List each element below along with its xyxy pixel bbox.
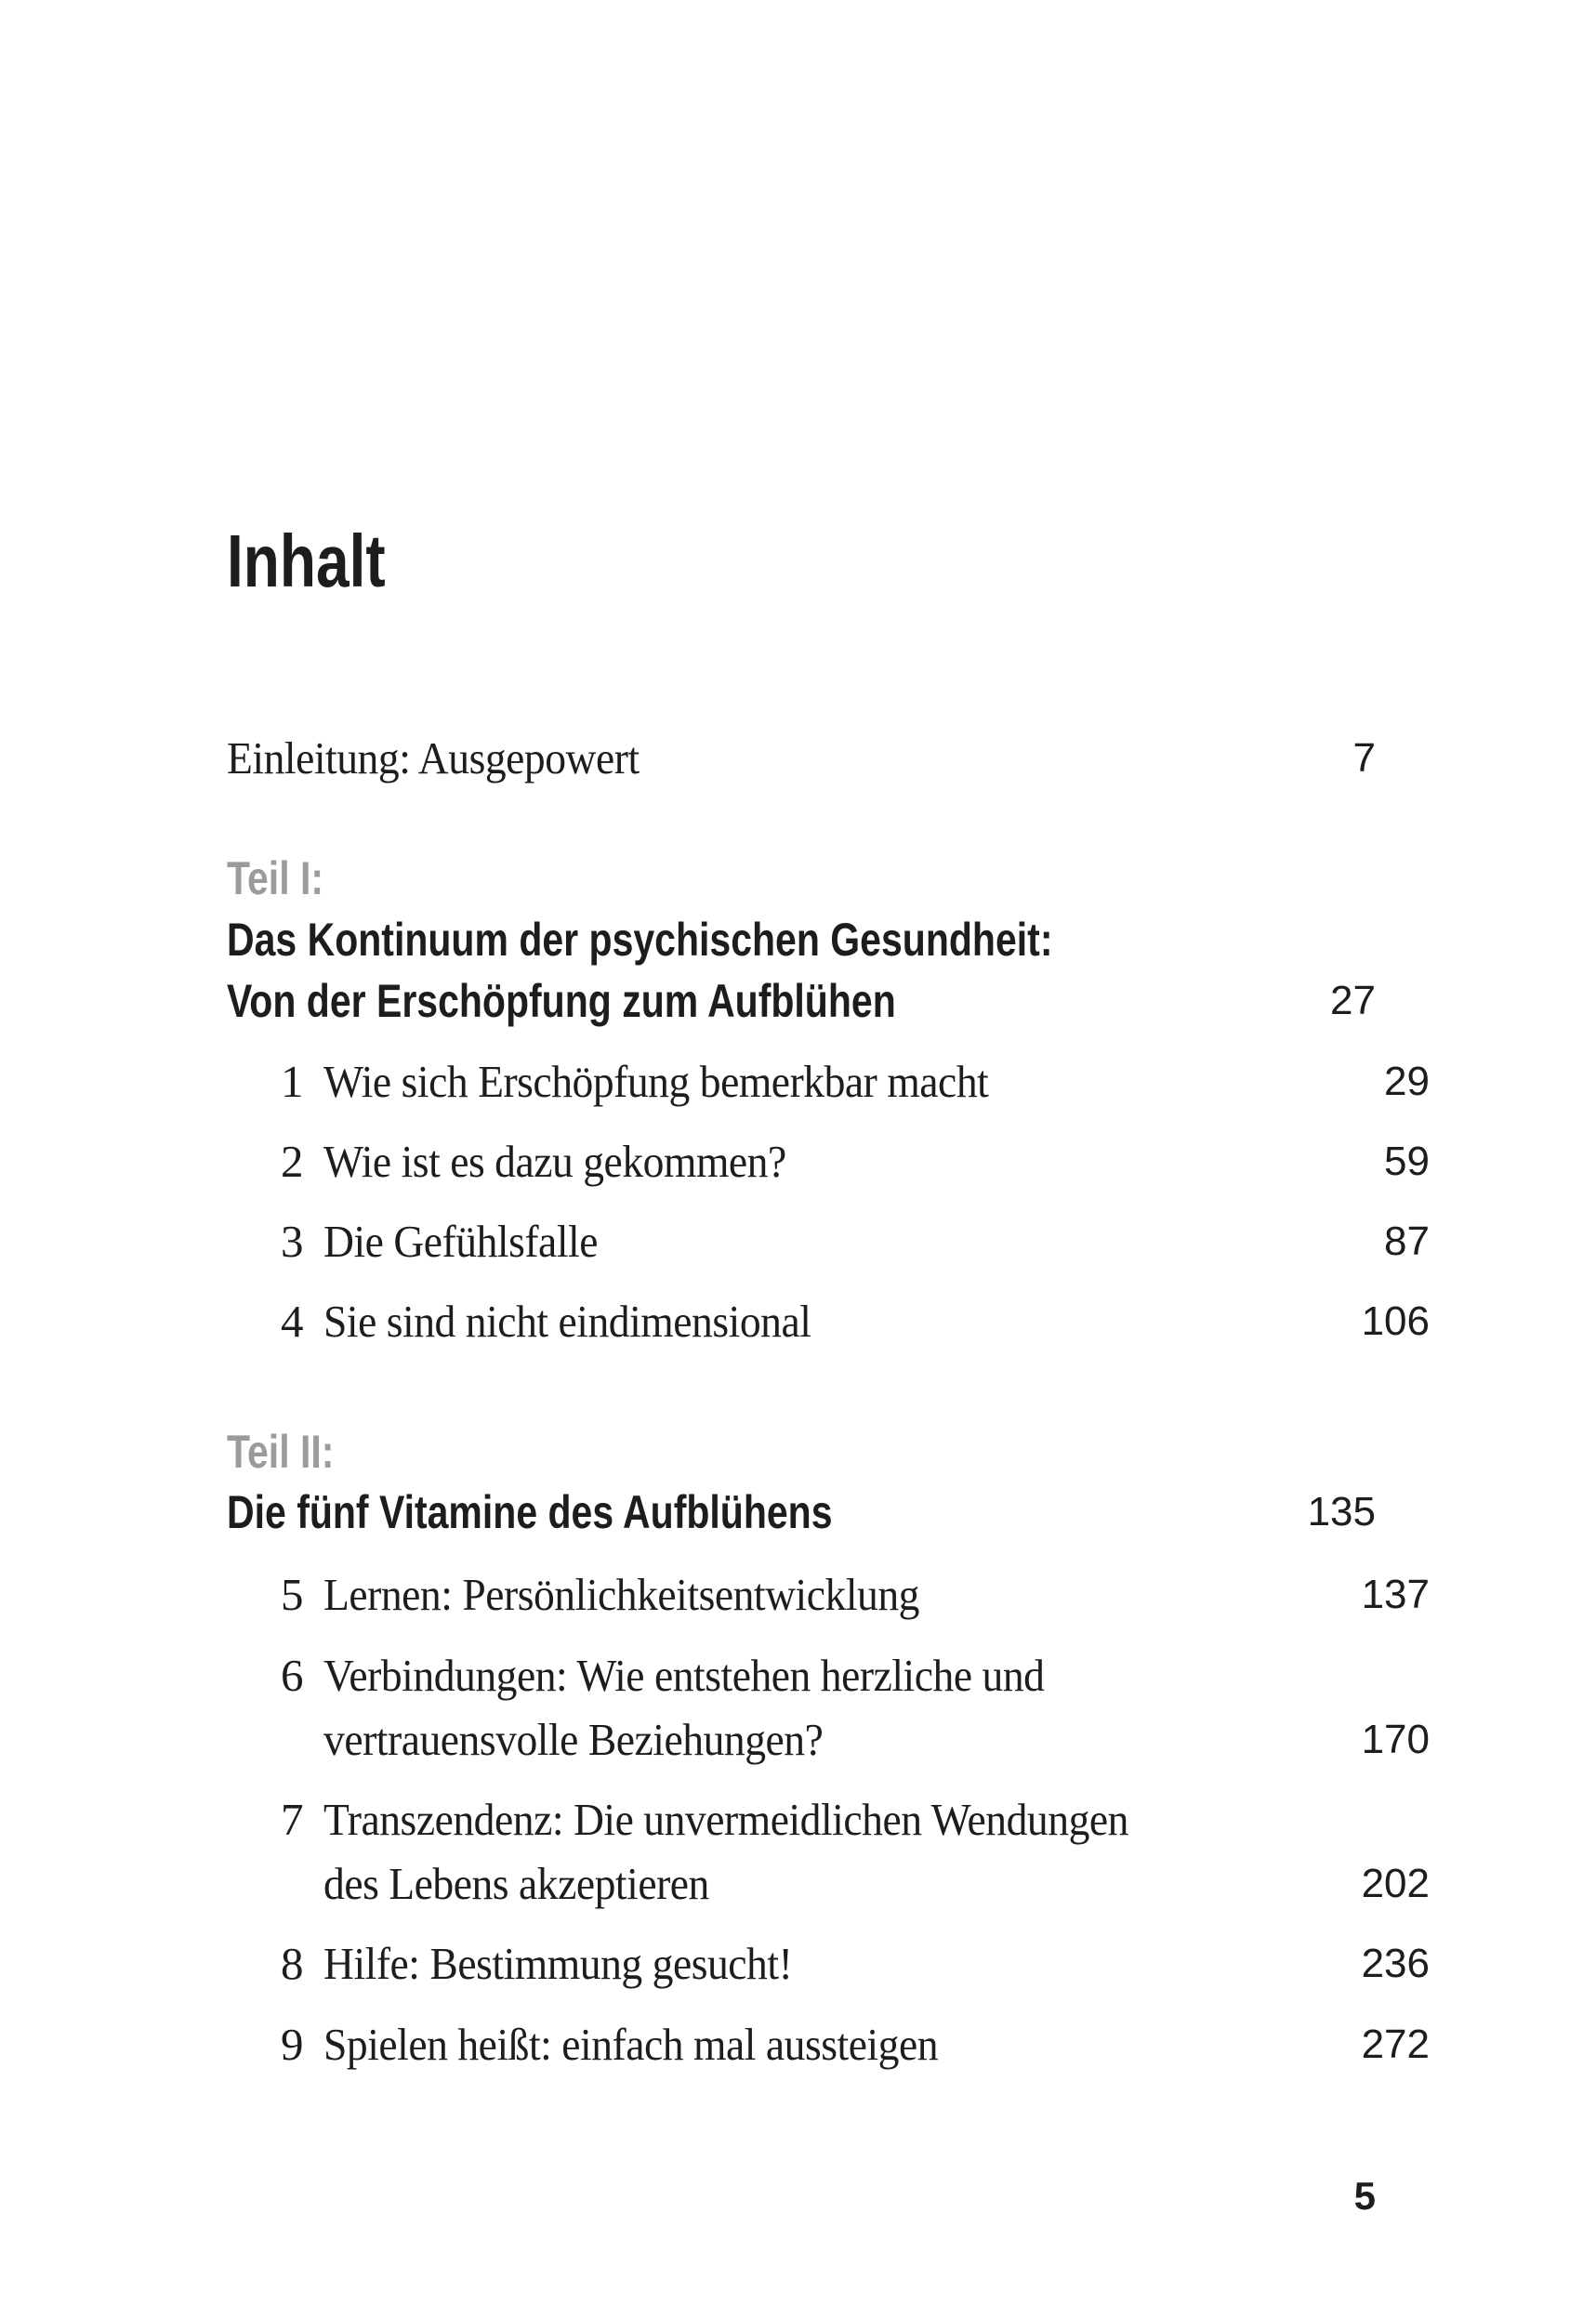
part-2-kicker-text: Teil II: [227,1426,335,1478]
chapter-title: Die Gefühlsfalle [323,1216,598,1267]
chapter-page-number: 170 [1361,1717,1430,1762]
chapter-number: 8 [281,1938,303,1989]
chapter-row-7 [227,1787,1430,1916]
chapter-page-number: 137 [1361,1572,1430,1617]
chapter-row-3 [227,1209,1430,1273]
chapter-title: Verbindungen: Wie entstehen herzliche und vertrauensvolle Beziehungen? [323,1650,1045,1765]
toc-entry-intro-label: Einleitung: Ausgepowert [227,732,640,784]
chapter-number: 2 [281,1136,303,1187]
chapter-title: Lernen: Persönlichkeitsentwicklung [323,1569,920,1620]
chapter-number: 7 [281,1794,303,1845]
part-1-title [227,909,1376,1032]
part-2-page-number: 135 [1307,1489,1376,1534]
chapter-page-number: 106 [1361,1298,1430,1344]
part-1-title-row [227,909,1376,1032]
chapter-title: Wie sich Erschöpfung bemerkbar macht [323,1056,989,1107]
chapter-row-6 [227,1643,1430,1772]
part-2-title-line-1: Die fünf Vitamine des Aufblühens [227,1486,833,1538]
chapter-title: Wie ist es dazu gekommen? [323,1136,786,1187]
chapter-row-5 [227,1562,1430,1627]
chapter-number: 5 [281,1569,303,1620]
chapter-page-number: 29 [1384,1059,1430,1104]
part-2-title [227,1482,1376,1543]
chapter-row-2 [227,1129,1430,1193]
part-1-kicker-text: Teil I: [227,852,324,904]
chapter-page-number: 59 [1384,1139,1430,1184]
chapter-title: Sie sind nicht eindimensional [323,1296,811,1347]
part-1-title-line-2: Von der Erschöpfung zum Aufblühen [227,975,896,1027]
chapter-page-number: 202 [1361,1861,1430,1906]
part-2-kicker [227,1421,1376,1482]
part-1-page-number: 27 [1330,978,1376,1023]
chapter-row-8 [227,1931,1430,1995]
chapter-row-4 [227,1289,1430,1353]
chapter-number: 4 [281,1296,303,1347]
chapter-number: 6 [281,1650,303,1701]
toc-entry-intro [227,726,1376,790]
chapter-title: Hilfe: Bestimmung gesucht! [323,1938,793,1989]
chapter-title: Spielen heißt: einfach mal aussteigen [323,2019,939,2070]
chapter-page-number: 272 [1361,2022,1430,2067]
chapter-number: 9 [281,2019,303,2070]
chapter-title: Transzendenz: Die unvermeidlichen Wendungen des Lebens akzeptieren [323,1794,1128,1909]
page-title-text: Inhalt [227,520,386,602]
part-1-kicker [227,848,1376,909]
chapter-page-number: 236 [1361,1941,1430,1986]
chapter-number: 3 [281,1216,303,1267]
part-1-title-line-1: Das Kontinuum der psychischen Gesundheit: [227,914,1053,966]
part-2-title-row [227,1482,1376,1543]
chapter-number: 1 [281,1056,303,1107]
page-folio: 5 [1353,2174,1376,2218]
chapter-row-9 [227,2012,1430,2076]
chapter-row-1 [227,1049,1430,1113]
chapter-page-number: 87 [1384,1218,1430,1264]
page-title [227,520,425,602]
toc-entry-intro-page-number: 7 [1352,735,1376,781]
